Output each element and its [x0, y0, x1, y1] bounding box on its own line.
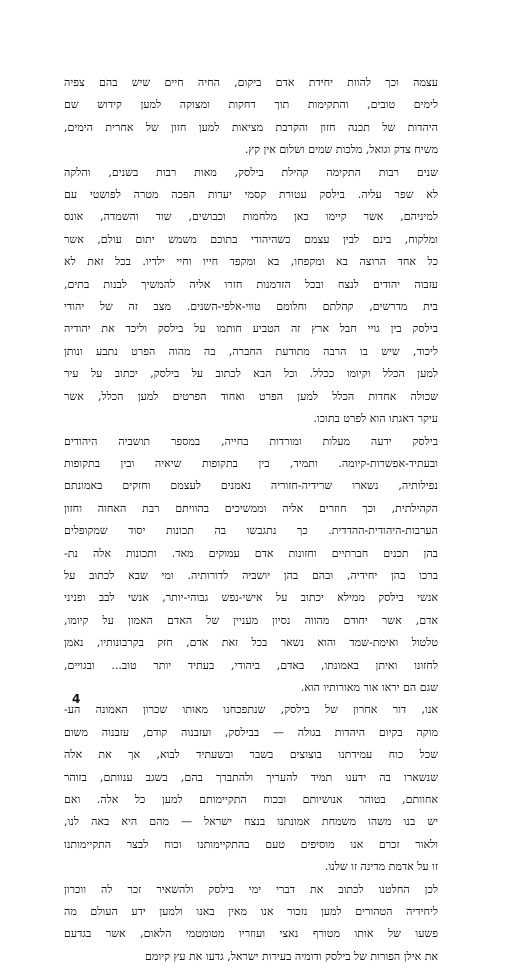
text-line: בילסק בין גויי חבל ארץ זה הטביע חותמו על בילסק וליכד את יהודיה — [64, 322, 438, 336]
text-line: אחוותם, בטוהר אנושיותם ובכוח התקיימותם למען כל אלה. ואם — [64, 793, 438, 806]
body-text — [64, 72, 438, 968]
text-line: יש בנו משהו משמחת אמונתנו בנצח ישראל — מהם היא באה לנו, — [64, 815, 438, 829]
text-line: אנו, דור אחרון של בילסק, שנתפכחנו מאותו שכרון האמונה הע- — [64, 703, 438, 717]
text-line: שכולה אחדות הכלל למען הפרט ואחוד הפרטים למען הכלל, אשר — [64, 389, 438, 403]
text-line: ולאור זכרם אנו מוסיפים טעם בהתקיימותנו וכוח לבצר התקיימותנו — [64, 837, 438, 851]
text-line: בילסק ידעה מעלות ומורדות בחייה, במספר תושביה היהודים — [64, 434, 438, 448]
text-line: בית מדרשים, קהלתם וחלומם טווי-אלפי-השנים. מצב זה של יהודי — [64, 300, 438, 314]
text-line: ברכו בהן יחידיה, ובהם בהן יושביה לדורותיה. ומי שבא לכתוב על — [64, 568, 438, 582]
text-line: זו על אדמת מדינה זו שלנו. — [324, 860, 438, 874]
paragraph — [64, 162, 438, 431]
paragraph — [64, 699, 438, 878]
text-line: עצמה וכך להוות יחידת אדם ביקום, החיה חיים שיש בהם צפיה — [64, 76, 438, 89]
text-line: פשעו של אותו מטורף נאצי ועוזריו מטומטמי הלאום, אשר בגדעם — [64, 927, 438, 941]
text-line: למיניהם, אשר קיימו כאן מלחמות וכבושים, שוד והשמדה, אונס — [64, 210, 438, 224]
text-line: אנשי בילסק ממילא יכתוב על אישי-נפש גבוהי-יותר, אנשי לבב ופניני — [64, 591, 438, 605]
text-line: טלטול ואימת-שמד והוא נשאר בכל זאת אדם, חזק בקרבונותיו, נאמן — [64, 636, 438, 650]
text-line: שכל כוח עמידתנו בוצוצים בשבר ובשעתיד לבוא, אך את אלה — [64, 748, 438, 762]
paragraph — [64, 879, 438, 968]
text-line: עיקר דאגתו הוא לפרט בתוכו. — [313, 412, 438, 426]
text-line: כל אחד הרוצה בא ומקפחו, בא ומקפד חייו וחיי ילדיו. בכל זאת לא — [64, 255, 438, 269]
text-line: בהן תכנים חברתיים וחזונות אדם עמוקים מאד. ותכונות אלה נת- — [64, 546, 438, 560]
text-line: את אילן הפורות של בילסק ודומיה בעירות ישראל, גדעו את עץ קיומם — [145, 949, 438, 963]
text-line: ליחידיה הטהורים למען נזכור אנו מאין באנו ולמען ידע העולם מה — [64, 905, 438, 919]
text-line: שגם הם יראו אור מאורותיו הוא. — [300, 680, 438, 694]
text-line: ובעתיד-אפשרות-קיומה. ותמיד, בין בתקופות שיאיה ובין בתקופות — [64, 456, 438, 470]
text-line: עזבוה יהודים לנצח ובכל הזדמנות חזרו אליה להמשיך לבנות בתים, — [64, 277, 438, 291]
paragraph — [64, 431, 438, 700]
text-line: הערבות-היהודית-ההדדית. כך נתגבשו בה תכונות יסוד שמקופלים — [64, 524, 438, 538]
text-line: מוקה בקיום היהדות בגולה — בבילסק, ועזבנוה קודם, עזבנוה משום — [64, 725, 438, 739]
text-line: לחזונו ואיתן באמונתו, באדם, ביהודי, בעתיד יותר טוב... ובגויים, — [64, 658, 438, 672]
text-line: אדם, אשר יחודם מהווה נסיון מעניין של האדם האמון על קיומו, — [64, 613, 438, 627]
text-line: שנים רבות התקימה קהילת בילסק, מאות רבות בשנים, והלקה — [64, 165, 438, 179]
text-line: לכן החלטנו לכתוב את דברי ימי בילסק ולהשאיר זכר לה ווכרון — [64, 882, 438, 896]
text-line: שנשארו בה ידענו תמיד להעריך ולהתברך בהם, בשגב ענוותם, בזוהר — [64, 770, 438, 784]
text-line: נפילותיה, נשארו שרידיה-חזוריה נאמנים לעצמם וחזקים באמונתם — [64, 479, 438, 493]
text-line: למען הכלל וקיומו ככלל. וכל הבא לכתוב על בילסק, יכתוב על עיר — [64, 367, 438, 381]
text-line: היהדות של תכנה חזון והקרבת מציאות למען חזון של אחרית הימים, — [64, 120, 438, 134]
paragraph — [64, 72, 438, 162]
text-line: לימים טובים, והתקימות תוך דחקות ומצוקה למען קידוש שם — [64, 98, 438, 112]
text-line: משיח צדק וגואל, מלכות שמים ושלום אין קץ. — [244, 143, 438, 157]
text-line: לא שפר עליה. בילסק עטורת קסמי יערות הפכה מטרה לפושטי עם — [64, 188, 438, 202]
page-number: 4 — [72, 692, 81, 706]
text-line: ומלקוח, בינם לבין עצמם כשהיהודי בתוכם משמש יתום עולם, אשר — [64, 232, 438, 246]
text-line: הקהילתית, וכך חוזרים אליה וממשיכים בהוויתם רבת האחוה וחזון — [64, 501, 438, 515]
text-line: ליכוד, שיש בו הרבה מתודעת החברה, בה מהוה הפרט נתבע ונותן — [64, 344, 438, 358]
